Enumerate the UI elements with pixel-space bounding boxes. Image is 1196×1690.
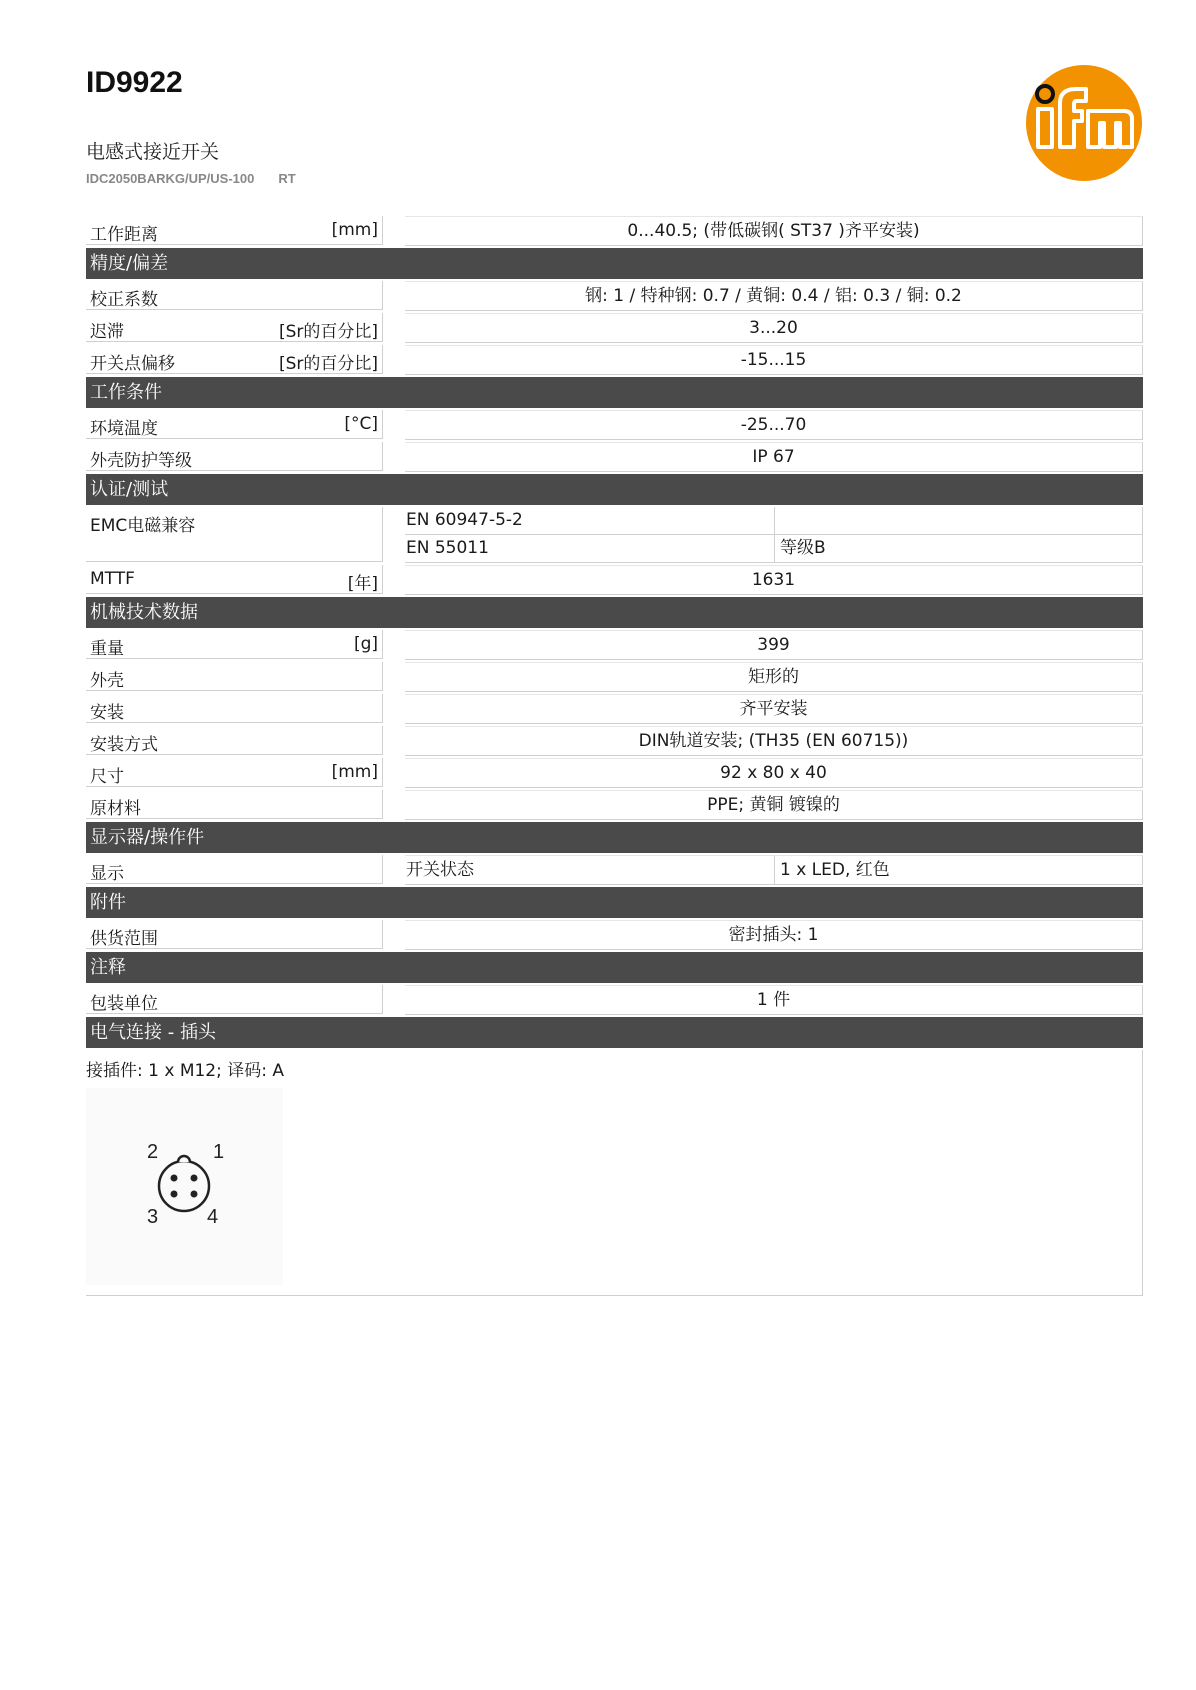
section-header-notes: 注释 <box>86 952 1143 983</box>
spec-label: 工作距离 <box>90 225 158 245</box>
m12-connector-icon <box>86 1088 283 1285</box>
spec-label: 校正系数 <box>90 290 158 310</box>
spec-label: 原材料 <box>90 799 141 819</box>
spec-value: DIN轨道安装; (TH35 (EN 60715)) <box>405 726 1143 756</box>
spec-label: 外壳防护等级 <box>90 451 192 471</box>
section-header-tests: 认证/测试 <box>86 474 1143 505</box>
display-type: 开关状态 <box>405 856 775 884</box>
spec-value: IP 67 <box>405 442 1143 472</box>
spec-value: 399 <box>405 630 1143 660</box>
spec-value: 齐平安装 <box>405 694 1143 724</box>
section-header-accessories: 附件 <box>86 887 1143 918</box>
spec-value: 矩形的 <box>405 662 1143 692</box>
spec-label: 显示 <box>90 864 124 884</box>
spec-row-mounting <box>86 694 1143 724</box>
spec-row-display <box>86 855 1143 885</box>
emc-standard: EN 60947-5-2 <box>405 507 775 534</box>
product-subtitle: 电感式接近开关 <box>86 141 220 163</box>
pin-label: 1 <box>213 1141 225 1163</box>
connection-text: 接插件: 1 x M12; 译码: A <box>86 1061 285 1081</box>
spec-label: 安装 <box>90 703 124 723</box>
pin-label: 2 <box>147 1141 159 1163</box>
spec-label: 尺寸 <box>90 767 124 787</box>
spec-label: 环境温度 <box>90 419 158 439</box>
spec-unit: [Sr的百分比] <box>278 354 378 374</box>
product-code-text: IDC2050BARKG/UP/US-100 <box>86 171 255 186</box>
pin-label: 3 <box>147 1206 159 1228</box>
spec-row-scope <box>86 920 1143 950</box>
spec-value: -25...70 <box>405 410 1143 440</box>
spec-row-hysteresis <box>86 313 1143 343</box>
emc-note <box>775 507 1142 534</box>
spec-row-drift <box>86 345 1143 375</box>
spec-value: 1 件 <box>405 985 1143 1015</box>
ifm-logo-icon <box>1024 63 1144 183</box>
spec-value: 密封插头: 1 <box>405 920 1143 950</box>
spec-row-mttf <box>86 565 1143 595</box>
spec-row-mount-type <box>86 726 1143 756</box>
spec-label: 安装方式 <box>90 735 158 755</box>
spec-label: 开关点偏移 <box>90 354 175 374</box>
spec-row-dimensions <box>86 758 1143 788</box>
spec-value: 92 x 80 x 40 <box>405 758 1143 788</box>
pinout-diagram <box>86 1088 283 1285</box>
spec-label: 外壳 <box>90 671 124 691</box>
spec-row-weight <box>86 630 1143 660</box>
emc-standard: EN 55011 <box>405 535 775 562</box>
emc-note: 等级B <box>780 538 826 558</box>
spec-row-factor <box>86 281 1143 311</box>
product-code-suffix: RT <box>278 171 296 186</box>
spec-row-range <box>86 216 1143 246</box>
spec-unit: [mm] <box>331 762 378 782</box>
product-title: ID9922 <box>86 66 183 99</box>
display-value: 1 x LED, 红色 <box>780 860 890 880</box>
spec-unit: [年] <box>347 574 378 594</box>
spec-value: 3...20 <box>405 313 1143 343</box>
spec-row-ip <box>86 442 1143 472</box>
spec-value: PPE; 黄铜 镀镍的 <box>405 790 1143 820</box>
spec-label: 迟滞 <box>90 322 124 342</box>
spec-label: 包装单位 <box>90 994 158 1014</box>
spec-value: 0...40.5; (带低碳钢( ST37 )齐平安装) <box>405 216 1143 246</box>
spec-unit: [°C] <box>344 414 378 434</box>
spec-value: 1631 <box>405 565 1143 595</box>
product-code <box>86 171 296 186</box>
section-header-display: 显示器/操作件 <box>86 822 1143 853</box>
spec-table <box>86 216 1143 1296</box>
section-header-connection: 电气连接 - 插头 <box>86 1017 1143 1048</box>
spec-value: 钢: 1 / 特种钢: 0.7 / 黄铜: 0.4 / 铝: 0.3 / 铜: 0.2 <box>405 281 1143 311</box>
spec-label: 供货范围 <box>90 929 158 949</box>
spec-unit: [mm] <box>331 220 378 240</box>
section-header-conditions: 工作条件 <box>86 377 1143 408</box>
connection-panel <box>86 1050 1143 1296</box>
spec-unit: [Sr的百分比] <box>278 322 378 342</box>
spec-label: EMC电磁兼容 <box>90 516 196 536</box>
spec-unit: [g] <box>353 634 378 654</box>
spec-label: MTTF <box>90 569 135 589</box>
spec-row-packaging <box>86 985 1143 1015</box>
spec-row-housing <box>86 662 1143 692</box>
section-header-accuracy: 精度/偏差 <box>86 248 1143 279</box>
spec-row-material <box>86 790 1143 820</box>
spec-row-temperature <box>86 410 1143 440</box>
spec-label: 重量 <box>90 639 124 659</box>
pin-label: 4 <box>207 1206 219 1228</box>
spec-value: -15...15 <box>405 345 1143 375</box>
section-header-mechanical: 机械技术数据 <box>86 597 1143 628</box>
spec-row-emc <box>86 507 1143 563</box>
